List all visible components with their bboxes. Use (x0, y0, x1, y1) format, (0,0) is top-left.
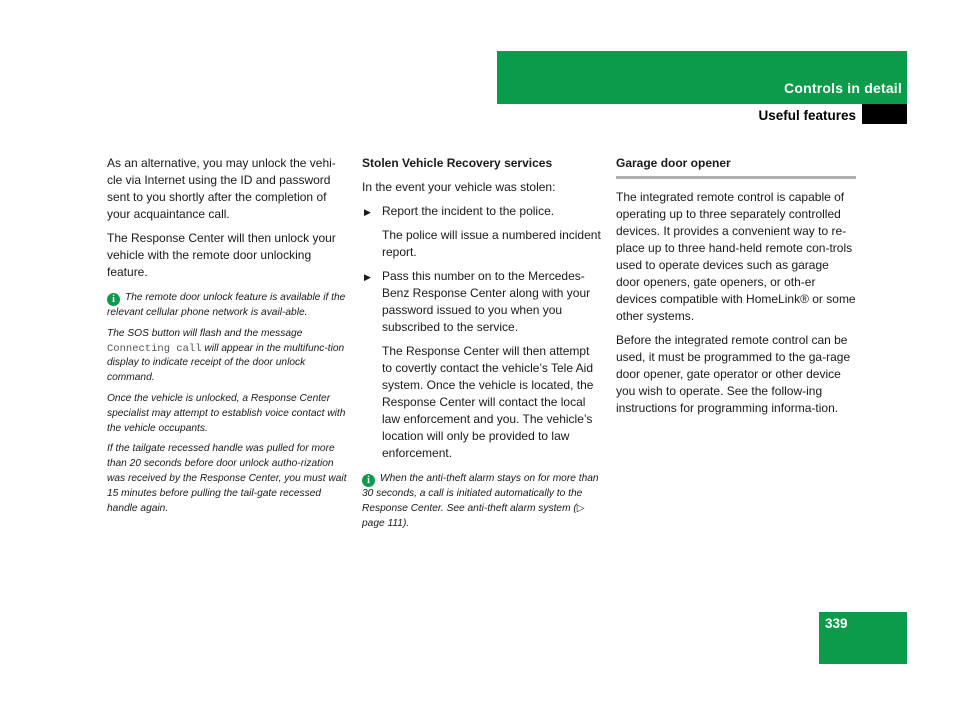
info-icon: i (362, 474, 375, 487)
note-tailgate: If the tailgate recessed handle was pulled for more than 20 seconds before door unlock autho-rization was received by the Response Center, you must wait 15 minutes before pulling the tail-gate recessed handle again. (107, 443, 347, 514)
bullet-arrow-icon: ▶ (364, 207, 371, 217)
column-right (616, 155, 856, 424)
note-voice-contact: Once the vehicle is unlocked, a Response Center specialist may attempt to establish voice contact with the vehicle occupants. (107, 392, 346, 434)
chapter-title: Controls in detail (784, 80, 902, 96)
paragraph-police-report: The police will issue a numbered incident report. (382, 228, 601, 259)
heading-stolen-vehicle: Stolen Vehicle Recovery services (362, 156, 553, 170)
note-sos-text-a: The SOS button will flash and the message (107, 327, 303, 339)
list-item (362, 203, 602, 220)
display-message: Connecting call (107, 342, 202, 355)
info-icon: i (107, 293, 120, 306)
bullet-arrow-icon: ▶ (364, 272, 371, 282)
list-item-text: Pass this number on to the Mercedes-Benz Response Center along with your password issued to you when you subscribed to the service. (382, 269, 591, 334)
paragraph-internet-unlock: As an alternative, you may unlock the vehi-cle via Internet using the ID and password sent to you shortly after the completion of your acquaintance call. (107, 156, 336, 221)
section-tab-marker (862, 104, 907, 124)
paragraph-integrated-remote: The integrated remote control is capable of operating up to three separately controlled devices. It provides a convenient way to re-place up to three hand-held remote con-trols used to operate devices such as garage door openers, gate openers, or oth-er devices compatible with HomeLink® or some other systems. (616, 190, 856, 323)
note-sos-button (107, 327, 347, 386)
paragraph-tele-aid: The Response Center will then attempt to covertly contact the vehicle’s Tele Aid system. Once the vehicle is located, the Response Center will contact the local law enforcement and you. The vehicle’s location will only be provided to law enforcement. (382, 344, 594, 460)
paragraph-response-center-unlock: The Response Center will then unlock your vehicle with the remote door unlocking feature. (107, 231, 336, 279)
note-anti-theft-text: When the anti-theft alarm stays on for more than 30 seconds, a call is initiated automatically to the Response Center. See anti-theft alarm system (▷ page 111). (362, 473, 599, 529)
paragraph-stolen-intro: In the event your vehicle was stolen: (362, 180, 556, 194)
paragraph-programming: Before the integrated remote control can be used, it must be programmed to the ga-rage door opener, gate operator or other device you wish to operate. See the follow-ing instructions for programming informa-tion. (616, 333, 851, 415)
page-number: 339 (825, 616, 848, 631)
header-band (497, 51, 907, 104)
note-sos-text-b: will appear in the multifunc-tion display to indicate receipt of the door unlock command. (107, 342, 345, 384)
list-item (362, 268, 602, 336)
column-left (107, 155, 347, 522)
note-anti-theft (362, 472, 602, 531)
column-middle (362, 155, 602, 537)
note-remote-unlock-text: The remote door unlock feature is available if the relevant cellular phone network is avail-able. (107, 292, 346, 318)
heading-garage-door: Garage door opener (616, 155, 856, 179)
note-remote-unlock (107, 291, 347, 321)
section-title: Useful features (758, 108, 856, 123)
list-item-text: Report the incident to the police. (382, 204, 555, 218)
